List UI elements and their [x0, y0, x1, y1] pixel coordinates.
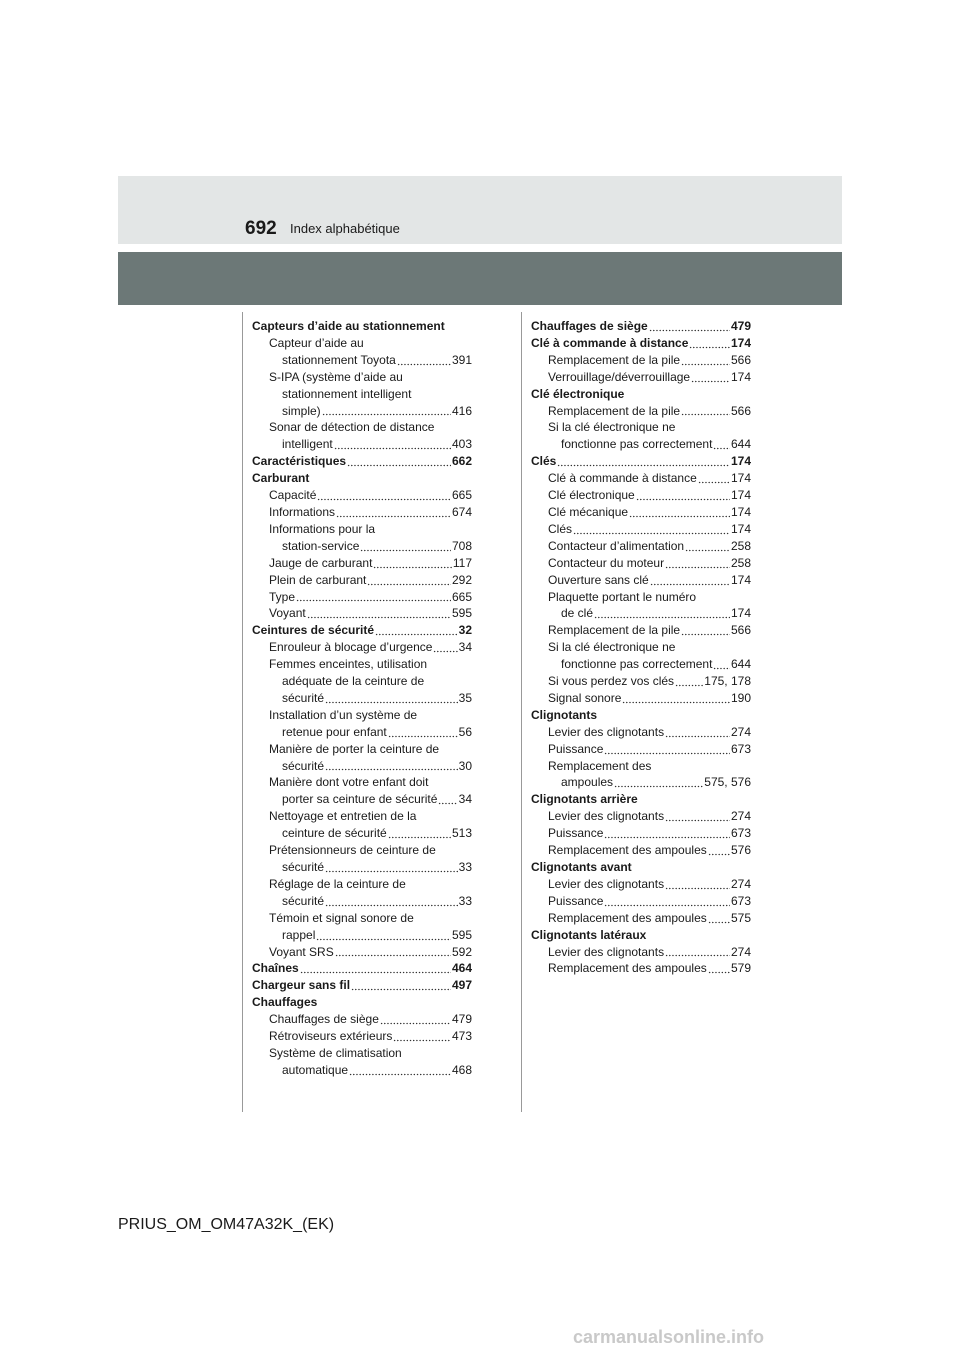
entry-page: 33 — [458, 893, 472, 908]
index-entry: Clignotants latéraux — [531, 927, 647, 942]
index-entry — [531, 555, 751, 572]
dot-leader — [698, 472, 730, 484]
dot-leader — [573, 523, 730, 535]
dot-leader — [317, 489, 451, 501]
entry-page: 416 — [451, 403, 472, 418]
dot-leader — [347, 455, 451, 467]
entry-text: Levier des clignotants — [548, 809, 665, 824]
index-entry — [531, 825, 751, 842]
entry-text: ceinture de sécurité — [282, 826, 387, 841]
entry-text: sécurité — [282, 690, 325, 705]
entry-text: Chauffages de siège — [531, 319, 648, 333]
index-entry — [531, 403, 751, 420]
entry-page: 174 — [730, 335, 751, 350]
entry-text: Contacteur d’alimentation — [548, 538, 685, 553]
entry-page: 595 — [451, 606, 472, 621]
index-entry — [531, 944, 751, 961]
index-entry — [252, 690, 472, 707]
dot-leader — [650, 574, 730, 586]
entry-page: 34 — [458, 640, 472, 655]
dot-leader — [438, 793, 457, 805]
dot-leader — [375, 624, 458, 636]
index-entry: Manière de porter la ceinture de — [269, 741, 440, 756]
entry-text: intelligent — [282, 437, 333, 452]
dot-leader — [708, 912, 730, 924]
entry-text: Enrouleur à blocage d’urgence — [269, 640, 433, 655]
entry-text: Chaînes — [252, 961, 299, 976]
dot-leader — [681, 354, 730, 366]
entry-page: 30 — [458, 758, 472, 773]
entry-text: Remplacement de la pile — [548, 352, 681, 367]
dot-leader — [316, 929, 451, 941]
index-entry: Installation d’un système de — [269, 707, 418, 722]
index-entry — [531, 470, 751, 487]
entry-text: Ouverture sans clé — [548, 572, 649, 587]
dot-leader — [708, 962, 730, 974]
entry-page: 673 — [730, 826, 751, 841]
entry-text: Clé à commande à distance — [531, 335, 689, 350]
index-entry — [252, 1011, 472, 1028]
index-entry — [252, 859, 472, 876]
dot-leader — [713, 438, 730, 450]
dot-leader — [325, 759, 458, 771]
index-entry — [531, 910, 751, 927]
entry-text: Capacité — [269, 488, 317, 503]
entry-text: ampoules — [561, 775, 614, 790]
entry-page: 575 — [730, 910, 751, 925]
index-entry: Si la clé électronique ne — [548, 640, 676, 655]
entry-text: Jauge de carburant — [269, 555, 373, 570]
index-entry: Sonar de détection de distance — [269, 420, 435, 435]
dot-leader — [691, 371, 730, 383]
index-entry: Chauffages — [252, 995, 318, 1010]
dot-leader — [388, 726, 458, 738]
entry-text: Clé électronique — [548, 488, 635, 503]
entry-page: 274 — [730, 809, 751, 824]
entry-text: Remplacement des ampoules — [548, 961, 707, 976]
entry-text: sécurité — [282, 860, 325, 874]
entry-page: 174 — [730, 471, 751, 486]
dot-leader — [360, 540, 451, 552]
entry-text: simple) — [282, 403, 321, 418]
index-entry — [531, 335, 751, 352]
dot-leader — [689, 337, 730, 349]
index-entry: Clignotants — [531, 707, 597, 722]
dot-leader — [665, 810, 730, 822]
index-entry: Si la clé électronique ne — [548, 420, 676, 435]
entry-page: 479 — [730, 319, 751, 333]
entry-text: Puissance — [548, 741, 604, 756]
entry-page: 468 — [451, 1062, 472, 1077]
entry-text: Signal sonore — [548, 690, 622, 705]
index-entry — [531, 318, 751, 335]
index-entry: Remplacement des — [548, 758, 652, 773]
index-entry — [252, 724, 472, 741]
index-entry — [252, 436, 472, 453]
index-entry — [531, 774, 751, 791]
entry-text: Chargeur sans fil — [252, 978, 351, 993]
entry-text: sécurité — [282, 893, 325, 908]
dot-leader — [665, 878, 730, 890]
dot-leader — [334, 438, 451, 450]
index-entry — [531, 521, 751, 538]
entry-page: 513 — [451, 826, 472, 841]
dot-leader — [433, 641, 457, 653]
entry-text: Remplacement de la pile — [548, 623, 681, 638]
index-entry — [531, 724, 751, 741]
dot-leader — [393, 1030, 451, 1042]
index-entry: Femmes enceintes, utilisation — [269, 657, 428, 672]
dot-leader — [685, 540, 730, 552]
entry-page: 665 — [451, 488, 472, 503]
watermark: carmanualsonline.info — [573, 1327, 765, 1347]
dot-leader — [604, 743, 730, 755]
index-entry: Manière dont votre enfant doit — [269, 775, 429, 790]
dot-leader — [557, 455, 730, 467]
entry-text: Clés — [548, 521, 573, 536]
entry-page: 174 — [730, 572, 751, 587]
chapter-band — [118, 252, 842, 305]
index-entry — [531, 352, 751, 369]
entry-page: 174 — [730, 606, 751, 621]
index-entry — [252, 555, 472, 572]
page-number: 692 — [245, 218, 277, 239]
dot-leader — [636, 489, 730, 501]
index-entry: Capteur d’aide au — [269, 335, 364, 350]
entry-page: 56 — [458, 724, 472, 739]
index-entry: S-IPA (système d’aide au — [269, 369, 403, 384]
dot-leader — [296, 590, 451, 602]
entry-page: 566 — [730, 403, 751, 418]
entry-page: 175, 178 — [704, 674, 751, 689]
index-entry — [252, 504, 472, 521]
entry-text: Voyant SRS — [269, 944, 334, 959]
entry-page: 190 — [730, 690, 751, 705]
index-entry — [252, 977, 472, 994]
dot-leader — [649, 320, 730, 332]
index-entry — [252, 352, 472, 369]
entry-page: 644 — [730, 657, 751, 672]
index-entry — [252, 403, 472, 420]
dot-leader — [380, 1013, 451, 1025]
index-entry — [531, 572, 751, 589]
index-entry: Clignotants arrière — [531, 792, 638, 807]
entry-page: 258 — [730, 555, 751, 570]
index-entry — [531, 876, 751, 893]
entry-page: 274 — [730, 724, 751, 739]
dot-leader — [397, 354, 451, 366]
entry-page: 174 — [730, 521, 751, 536]
index-entry — [252, 453, 472, 470]
entry-page: 274 — [730, 944, 751, 959]
dot-leader — [604, 895, 730, 907]
entry-text: Remplacement des ampoules — [548, 910, 707, 925]
index-column-right — [531, 318, 751, 977]
entry-page: 32 — [458, 623, 472, 638]
index-entry — [531, 436, 751, 453]
index-entry — [252, 589, 472, 606]
entry-page: 403 — [451, 437, 472, 452]
dot-leader — [713, 658, 730, 670]
dot-leader — [367, 574, 451, 586]
index-entry — [531, 656, 751, 673]
entry-page: 708 — [451, 538, 472, 553]
index-entry — [531, 690, 751, 707]
dot-leader — [300, 962, 451, 974]
dot-leader — [322, 404, 451, 416]
entry-text: Chauffages de siège — [269, 1012, 379, 1027]
index-entry: Nettoyage et entretien de la — [269, 809, 417, 824]
dot-leader — [336, 506, 451, 518]
entry-page: 174 — [730, 504, 751, 519]
entry-text: Type — [269, 589, 296, 604]
entry-page: 34 — [458, 792, 472, 807]
entry-page: 292 — [451, 572, 472, 587]
index-entry — [252, 825, 472, 842]
dot-leader — [388, 827, 451, 839]
entry-page: 174 — [730, 488, 751, 503]
entry-text: retenue pour enfant — [282, 724, 387, 739]
entry-page: 644 — [730, 437, 751, 452]
entry-text: Plein de carburant — [269, 572, 367, 587]
index-entry: Clé électronique — [531, 386, 625, 401]
entry-page: 673 — [730, 741, 751, 756]
dot-leader — [373, 557, 451, 569]
dot-leader — [708, 844, 730, 856]
entry-page: 575, 576 — [704, 775, 751, 790]
index-entry: Plaquette portant le numéro — [548, 589, 697, 604]
index-entry — [531, 369, 751, 386]
index-entry — [252, 927, 472, 944]
index-column-left — [252, 318, 472, 1079]
entry-page: 464 — [451, 961, 472, 976]
entry-page: 258 — [730, 538, 751, 553]
index-entry: Témoin et signal sonore de — [269, 910, 414, 925]
entry-text: Si vous perdez vos clés — [548, 674, 675, 689]
entry-text: Clé mécanique — [548, 504, 629, 519]
index-entry: Capteurs d’aide au stationnement — [252, 319, 445, 333]
index-entry: Système de climatisation — [269, 1045, 402, 1060]
dot-leader — [349, 1064, 451, 1076]
entry-text: Clés — [531, 454, 557, 469]
index-entry — [252, 758, 472, 775]
entry-text: Voyant — [269, 606, 306, 621]
entry-page: 473 — [451, 1029, 472, 1044]
entry-text: Puissance — [548, 893, 604, 908]
index-entry — [252, 944, 472, 961]
index-entry — [531, 741, 751, 758]
index-entry — [252, 605, 472, 622]
entry-page: 595 — [451, 927, 472, 942]
index-entry — [252, 639, 472, 656]
entry-text: de clé — [561, 606, 594, 621]
header-band — [118, 176, 842, 244]
dot-leader — [665, 726, 730, 738]
index-entry — [531, 487, 751, 504]
entry-page: 117 — [452, 555, 472, 570]
index-entry — [531, 960, 751, 977]
entry-page: 174 — [730, 454, 751, 469]
entry-page: 579 — [730, 961, 751, 976]
entry-page: 174 — [730, 369, 751, 384]
entry-text: fonctionne pas correctement — [561, 437, 713, 452]
index-entry — [252, 960, 472, 977]
index-entry — [252, 538, 472, 555]
index-entry — [531, 504, 751, 521]
entry-page: 576 — [730, 843, 751, 858]
dot-leader — [307, 607, 451, 619]
dot-leader — [675, 675, 703, 687]
entry-text: Caractéristiques — [252, 454, 347, 469]
index-entry: adéquate de la ceinture de — [282, 674, 425, 689]
index-entry — [531, 808, 751, 825]
dot-leader — [325, 692, 458, 704]
index-entry — [531, 538, 751, 555]
dot-leader — [351, 979, 451, 991]
index-entry — [252, 1062, 472, 1079]
index-entry: Réglage de la ceinture de — [269, 876, 406, 891]
index-entry — [252, 622, 472, 639]
entry-page: 566 — [730, 623, 751, 638]
entry-text: Remplacement de la pile — [548, 403, 681, 418]
dot-leader — [325, 895, 458, 907]
dot-leader — [622, 692, 730, 704]
entry-page: 673 — [730, 893, 751, 908]
index-entry — [531, 453, 751, 470]
index-entry — [252, 487, 472, 504]
index-entry — [252, 572, 472, 589]
entry-text: Levier des clignotants — [548, 944, 665, 959]
index-entry — [252, 791, 472, 808]
entry-text: fonctionne pas correctement — [561, 657, 713, 672]
dot-leader — [665, 557, 730, 569]
dot-leader — [594, 607, 730, 619]
entry-page: 665 — [451, 589, 472, 604]
entry-text: sécurité — [282, 758, 325, 773]
entry-page: 35 — [458, 690, 472, 705]
footer-doc-code: PRIUS_OM_OM47A32K_(EK) — [118, 1216, 335, 1233]
entry-page: 497 — [451, 978, 472, 993]
index-entry: Clignotants avant — [531, 860, 632, 874]
section-title: Index alphabétique — [290, 221, 400, 236]
index-entry: Carburant — [252, 471, 310, 486]
entry-text: Ceintures de sécurité — [252, 623, 375, 638]
entry-page: 662 — [451, 454, 472, 469]
entry-page: 592 — [451, 944, 472, 959]
dot-leader — [629, 506, 730, 518]
entry-text: Contacteur du moteur — [548, 555, 665, 570]
index-entry — [531, 842, 751, 859]
entry-text: Levier des clignotants — [548, 724, 665, 739]
index-entry: Informations pour la — [269, 521, 376, 536]
entry-text: Levier des clignotants — [548, 876, 665, 891]
entry-text: porter sa ceinture de sécurité — [282, 792, 438, 807]
index-entry: stationnement intelligent — [282, 386, 412, 401]
entry-page: 674 — [451, 504, 472, 519]
index-entry — [252, 893, 472, 910]
entry-page: 479 — [451, 1012, 472, 1027]
entry-text: Informations — [269, 504, 336, 519]
entry-text: stationnement Toyota — [282, 352, 396, 367]
entry-page: 566 — [730, 352, 751, 367]
index-entry — [531, 605, 751, 622]
column-rule-left — [242, 312, 243, 1112]
entry-text: Remplacement des ampoules — [548, 843, 707, 858]
entry-text: Clé à commande à distance — [548, 471, 697, 486]
entry-text: Puissance — [548, 826, 604, 841]
entry-page: 274 — [730, 876, 751, 891]
dot-leader — [665, 945, 730, 957]
dot-leader — [681, 404, 730, 416]
entry-text: Verrouillage/déverrouillage — [548, 369, 691, 384]
entry-text: rappel — [282, 927, 316, 942]
entry-page: 391 — [451, 352, 472, 367]
column-rule-middle — [521, 312, 522, 1112]
index-entry — [252, 1028, 472, 1045]
dot-leader — [325, 861, 458, 873]
index-entry — [531, 893, 751, 910]
entry-text: automatique — [282, 1062, 349, 1077]
dot-leader — [681, 624, 730, 636]
entry-page: 33 — [458, 860, 472, 874]
dot-leader — [614, 776, 703, 788]
entry-text: Rétroviseurs extérieurs — [269, 1029, 393, 1044]
entry-text: station-service — [282, 538, 360, 553]
dot-leader — [335, 945, 451, 957]
dot-leader — [604, 827, 730, 839]
index-entry — [531, 622, 751, 639]
index-entry — [531, 673, 751, 690]
index-entry: Prétensionneurs de ceinture de — [269, 843, 436, 858]
